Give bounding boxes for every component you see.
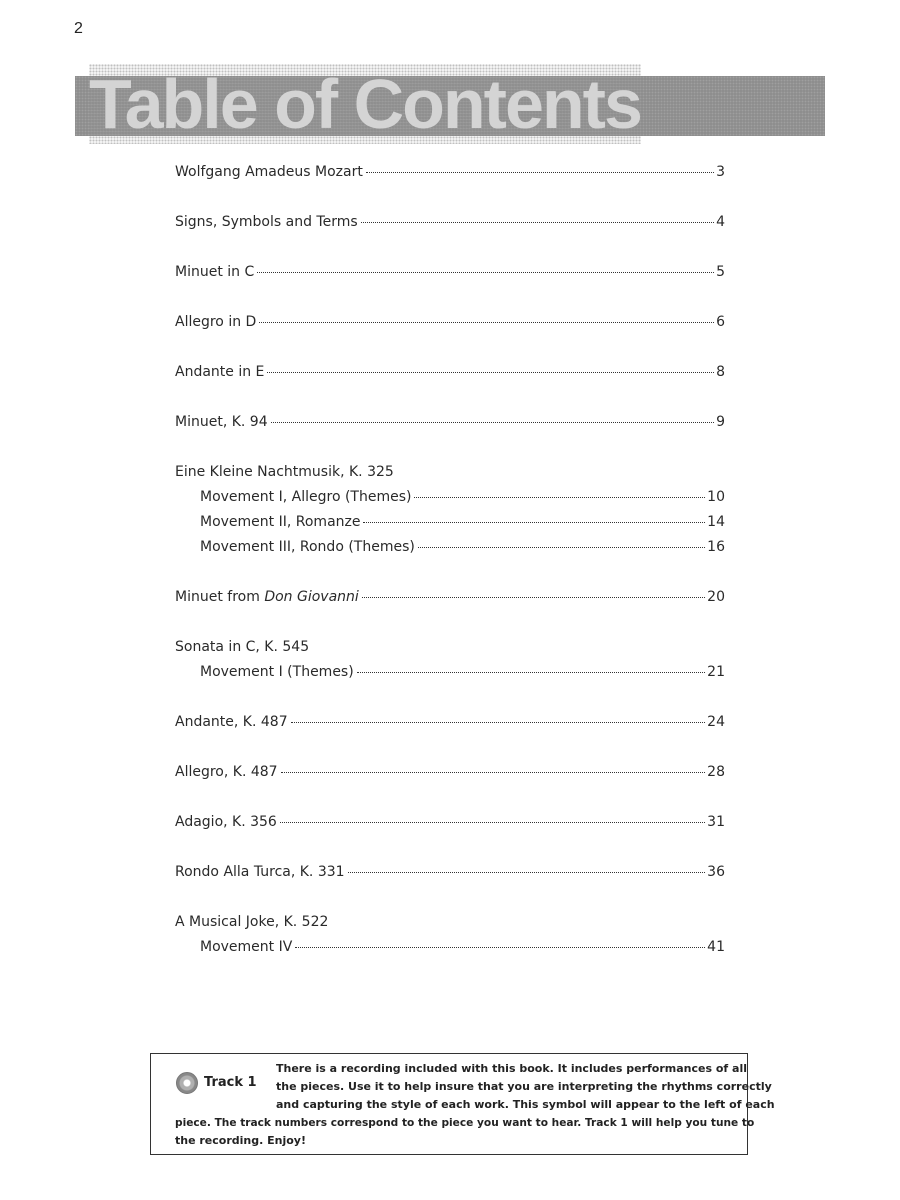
recording-note-line: and capturing the style of each work. This symbol will appear to the left of each <box>276 1098 775 1111</box>
toc-entry-nachtmusik-mvt1[interactable] <box>200 486 725 508</box>
toc-entry-page: 28 <box>707 764 725 780</box>
dot-leader <box>281 772 706 773</box>
dot-leader <box>257 272 714 273</box>
dot-leader <box>291 722 706 723</box>
toc-entry-allegro-k487[interactable] <box>175 761 725 783</box>
cd-icon <box>176 1072 198 1094</box>
track-label: Track 1 <box>204 1075 257 1090</box>
recording-note-line: the recording. Enjoy! <box>175 1134 306 1147</box>
dot-leader <box>259 322 714 323</box>
toc-entry-signs[interactable] <box>175 211 725 233</box>
toc-entry-minuet-c[interactable] <box>175 261 725 283</box>
toc-entry-label <box>175 586 362 608</box>
toc-entry-page: 36 <box>707 864 725 880</box>
toc-entry-page: 14 <box>707 514 725 530</box>
dot-leader <box>267 372 714 373</box>
dot-leader <box>414 497 705 498</box>
toc-entry-sonata-mvt1[interactable] <box>200 661 725 683</box>
dot-leader <box>280 822 705 823</box>
toc-heading-sonata: Sonata in C, K. 545 <box>175 639 310 655</box>
toc-entry-label: Allegro, K. 487 <box>175 764 278 780</box>
toc-entry-rondo[interactable] <box>175 861 725 883</box>
toc-entry-label: Allegro in D <box>175 314 257 330</box>
toc-entry-label-italic: Don Giovanni <box>264 589 359 605</box>
toc-entry-andante-k487[interactable] <box>175 711 725 733</box>
toc-entry-label: Rondo Alla Turca, K. 331 <box>175 864 345 880</box>
toc-entry-label: Andante, K. 487 <box>175 714 288 730</box>
toc-entry-adagio[interactable] <box>175 811 725 833</box>
toc-entry-page: 4 <box>716 214 725 230</box>
toc-entry-label: Andante in E <box>175 364 265 380</box>
toc-heading-musical-joke: A Musical Joke, K. 522 <box>175 914 329 930</box>
toc-entry-label: Movement I, Allegro (Themes) <box>200 489 412 505</box>
recording-note-box <box>150 1053 775 1155</box>
toc-entry-nachtmusik-mvt3[interactable] <box>200 536 725 558</box>
recording-note-line: There is a recording included with this book. It includes performances of all <box>276 1062 747 1075</box>
toc-entry-label: Minuet in C <box>175 264 255 280</box>
track-badge <box>176 1072 257 1094</box>
toc-entry-label: Adagio, K. 356 <box>175 814 277 830</box>
toc-entry-joke-mvt4[interactable] <box>200 936 725 958</box>
title-banner <box>75 65 825 143</box>
dot-leader <box>363 522 705 523</box>
toc-entry-minuet-k94[interactable] <box>175 411 725 433</box>
toc-entry-label: Signs, Symbols and Terms <box>175 214 358 230</box>
toc-entry-nachtmusik-mvt2[interactable] <box>200 511 725 533</box>
toc-entry-page: 21 <box>707 664 725 680</box>
toc-entry-label: Movement III, Rondo (Themes) <box>200 539 415 555</box>
toc-entry-page: 6 <box>716 314 725 330</box>
toc-entry-page: 41 <box>707 939 725 955</box>
recording-note-line: piece. The track numbers correspond to the piece you want to hear. Track 1 will help you tune to <box>175 1117 755 1129</box>
toc-entry-page: 20 <box>707 589 725 605</box>
toc-entry-label-prefix: Minuet from <box>175 589 265 605</box>
page-title: Table of Contents <box>89 65 641 143</box>
toc-entry-page: 31 <box>707 814 725 830</box>
toc-entry-andante-e[interactable] <box>175 361 725 383</box>
toc-entry-page: 9 <box>716 414 725 430</box>
toc-entry-page: 8 <box>716 364 725 380</box>
toc-entry-minuet-don-giovanni[interactable] <box>175 586 725 608</box>
toc-entry-label: Movement IV <box>200 939 293 955</box>
toc-entry-label: Movement II, Romanze <box>200 514 361 530</box>
dot-leader <box>295 947 705 948</box>
toc-entry-page: 10 <box>707 489 725 505</box>
dot-leader <box>357 672 705 673</box>
page-number: 2 <box>74 20 83 37</box>
toc-entry-label: Movement I (Themes) <box>200 664 354 680</box>
toc-entry-page: 3 <box>716 164 725 180</box>
toc-entry-page: 16 <box>707 539 725 555</box>
toc-entry-allegro-d[interactable] <box>175 311 725 333</box>
toc-heading-nachtmusik: Eine Kleine Nachtmusik, K. 325 <box>175 464 394 480</box>
toc-entry-page: 5 <box>716 264 725 280</box>
toc-entry-page: 24 <box>707 714 725 730</box>
dot-leader <box>362 597 705 598</box>
dot-leader <box>271 422 714 423</box>
dot-leader <box>366 172 714 173</box>
dot-leader <box>361 222 714 223</box>
recording-note-line: the pieces. Use it to help insure that you are interpreting the rhythms correctly <box>276 1080 772 1093</box>
toc-entry-label: Minuet, K. 94 <box>175 414 268 430</box>
dot-leader <box>348 872 706 873</box>
dot-leader <box>418 547 705 548</box>
toc-entry-mozart[interactable] <box>175 161 725 183</box>
toc-entry-label: Wolfgang Amadeus Mozart <box>175 164 363 180</box>
